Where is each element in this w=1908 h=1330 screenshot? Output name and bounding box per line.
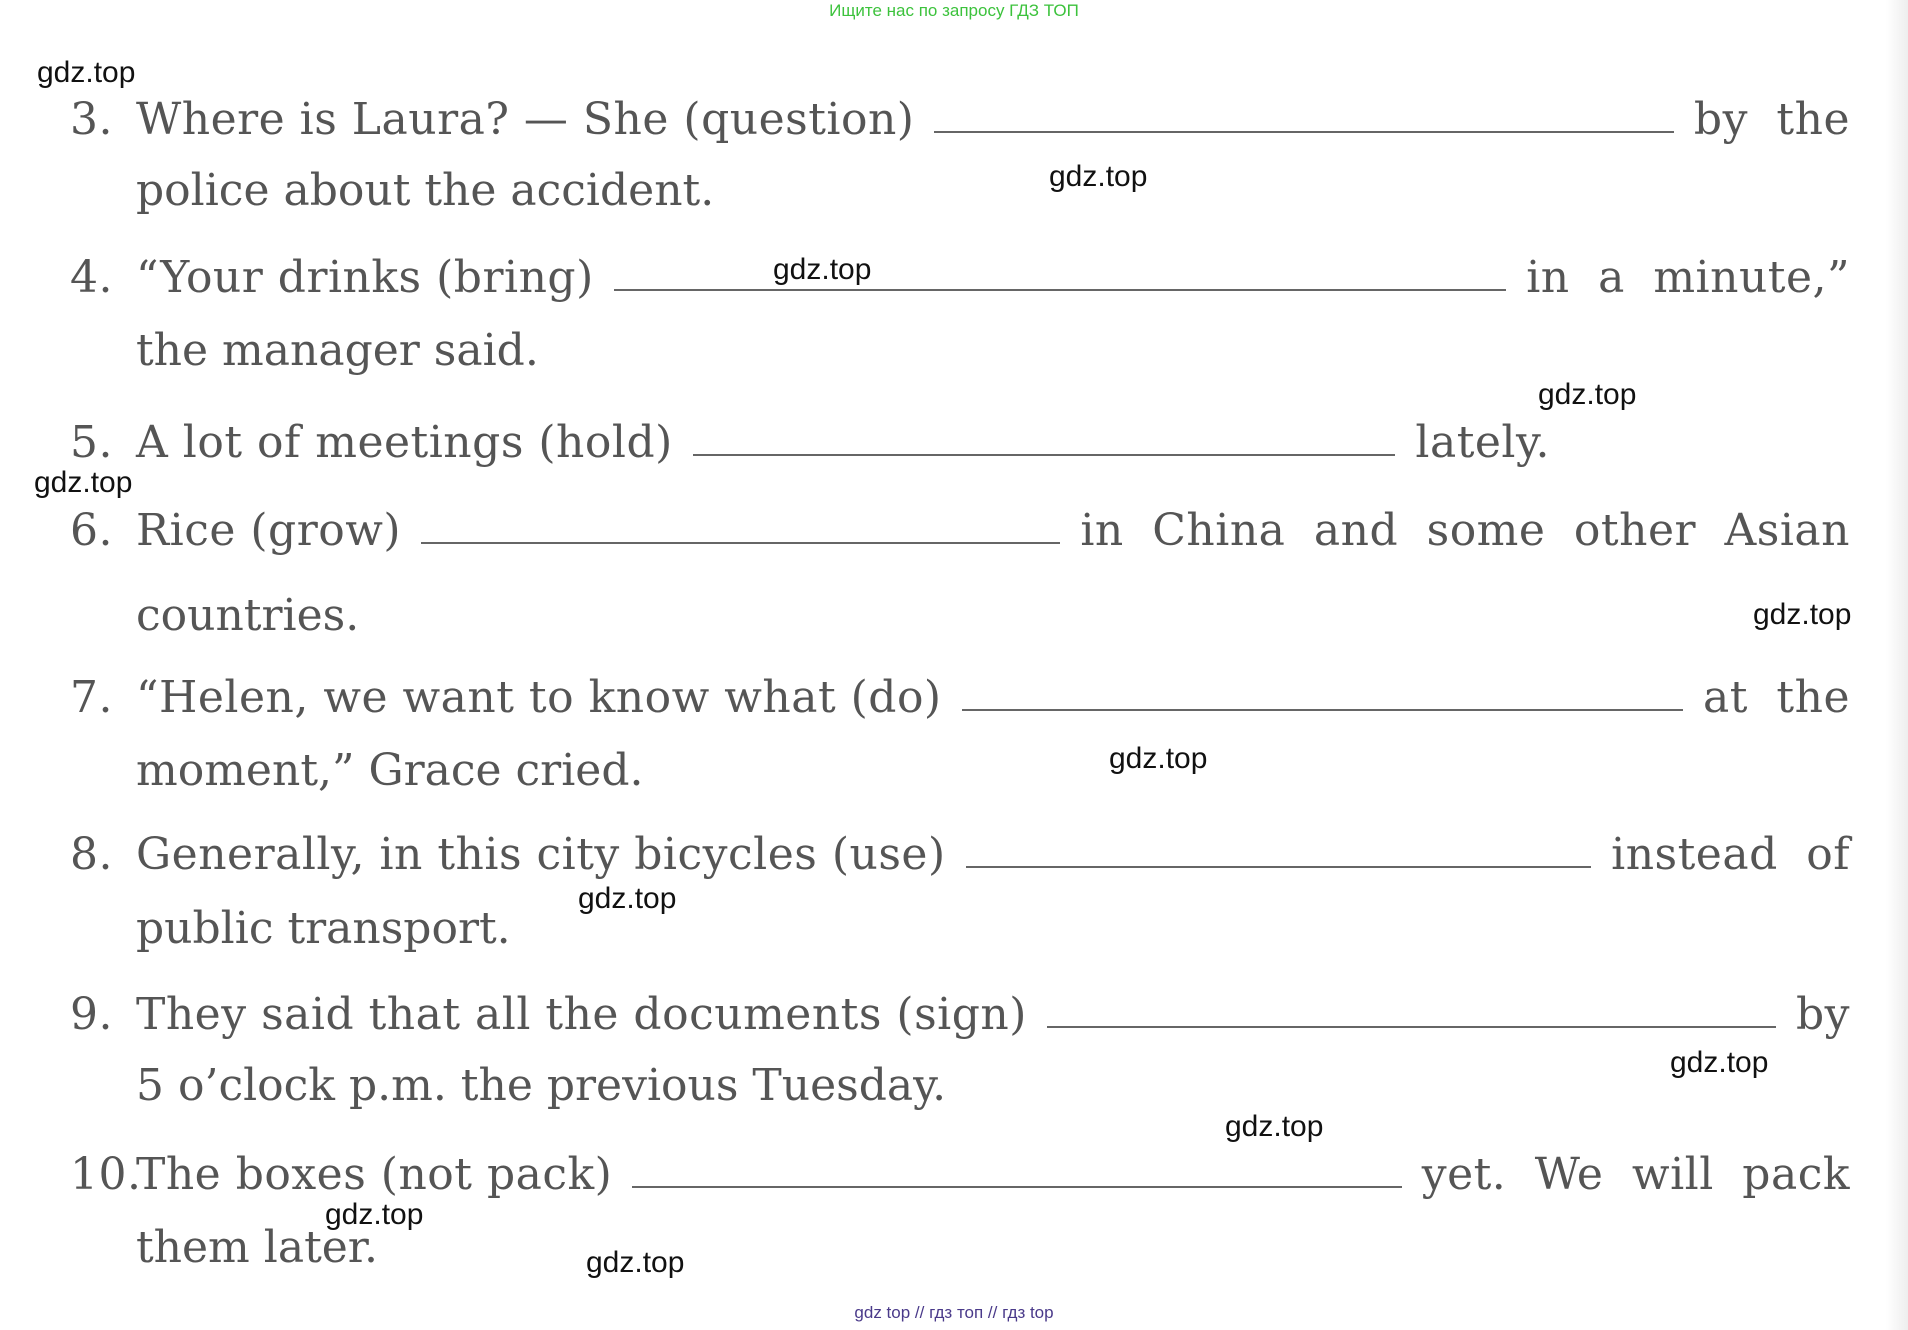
watermark: gdz.top xyxy=(34,466,133,499)
watermark: gdz.top xyxy=(578,882,677,915)
exercise-item-6 xyxy=(70,496,1850,556)
watermark: gdz.top xyxy=(1109,742,1208,775)
watermark: gdz.top xyxy=(773,253,872,286)
watermark: gdz.top xyxy=(1753,598,1852,631)
watermark: gdz.top xyxy=(37,56,136,89)
item-after: at the xyxy=(1703,672,1850,723)
item-after: lately. xyxy=(1415,417,1550,468)
item-after: by xyxy=(1795,989,1850,1040)
watermark: gdz.top xyxy=(1049,160,1148,193)
item-number: 7. xyxy=(70,672,113,723)
answer-blank[interactable] xyxy=(632,1185,1401,1188)
item-after: in a minute,” xyxy=(1526,252,1850,303)
item-number: 5. xyxy=(70,417,113,468)
exercise-item-10 xyxy=(70,1140,1850,1200)
answer-blank[interactable] xyxy=(934,130,1673,133)
exercise-item-3 xyxy=(70,85,1850,145)
item-stem: Rice (grow) xyxy=(136,505,402,556)
watermark: gdz.top xyxy=(1538,378,1637,411)
exercise-item-4 xyxy=(70,243,1850,303)
item-stem: Where is Laura? — She (question) xyxy=(136,94,915,145)
item-number: 9. xyxy=(70,989,113,1040)
watermark: gdz.top xyxy=(325,1198,424,1231)
item-number: 3. xyxy=(70,94,113,145)
answer-blank[interactable] xyxy=(962,708,1683,711)
item-stem: They said that all the documents (sign) xyxy=(136,989,1027,1040)
item-number: 8. xyxy=(70,829,113,880)
item-stem: The boxes (not pack) xyxy=(136,1149,613,1200)
footer-links[interactable]: gdz top // гдз топ // гдз top xyxy=(854,1303,1054,1322)
item-stem: Generally, in this city bicycles (use) xyxy=(136,829,946,880)
item-after: by the xyxy=(1693,94,1850,145)
exercise-item-9 xyxy=(70,980,1850,1040)
item-stem: “Helen, we want to know what (do) xyxy=(136,672,942,723)
item-number: 4. xyxy=(70,252,113,303)
exercise-item-7 xyxy=(70,663,1850,723)
answer-blank[interactable] xyxy=(421,541,1060,544)
watermark: gdz.top xyxy=(586,1246,685,1279)
item-number: 10. xyxy=(70,1149,142,1200)
item-continuation: moment,” Grace cried. xyxy=(136,745,644,796)
item-continuation: police about the accident. xyxy=(136,165,715,216)
exercise-item-5 xyxy=(70,408,1550,468)
item-after: in China and some other Asian xyxy=(1080,505,1850,556)
item-stem: A lot of meetings (hold) xyxy=(136,417,673,468)
item-continuation: public transport. xyxy=(136,903,511,954)
item-after: yet. We will pack xyxy=(1421,1149,1850,1200)
exercise-item-8 xyxy=(70,820,1850,880)
answer-blank[interactable] xyxy=(966,865,1592,868)
answer-blank[interactable] xyxy=(693,453,1396,456)
watermark: gdz.top xyxy=(1225,1110,1324,1143)
item-continuation: countries. xyxy=(136,590,360,641)
page-edge-shadow xyxy=(1886,0,1908,1330)
item-continuation: 5 o’clock p.m. the previous Tuesday. xyxy=(136,1060,947,1111)
answer-blank[interactable] xyxy=(1047,1025,1776,1028)
item-continuation: them later. xyxy=(136,1222,378,1273)
search-banner[interactable]: Ищите нас по запросу ГДЗ ТОП xyxy=(829,1,1079,20)
item-stem: “Your drinks (bring) xyxy=(136,252,594,303)
watermark: gdz.top xyxy=(1670,1046,1769,1079)
item-number: 6. xyxy=(70,505,113,556)
answer-blank[interactable] xyxy=(614,288,1506,291)
item-after: instead of xyxy=(1611,829,1850,880)
item-continuation: the manager said. xyxy=(136,325,539,376)
